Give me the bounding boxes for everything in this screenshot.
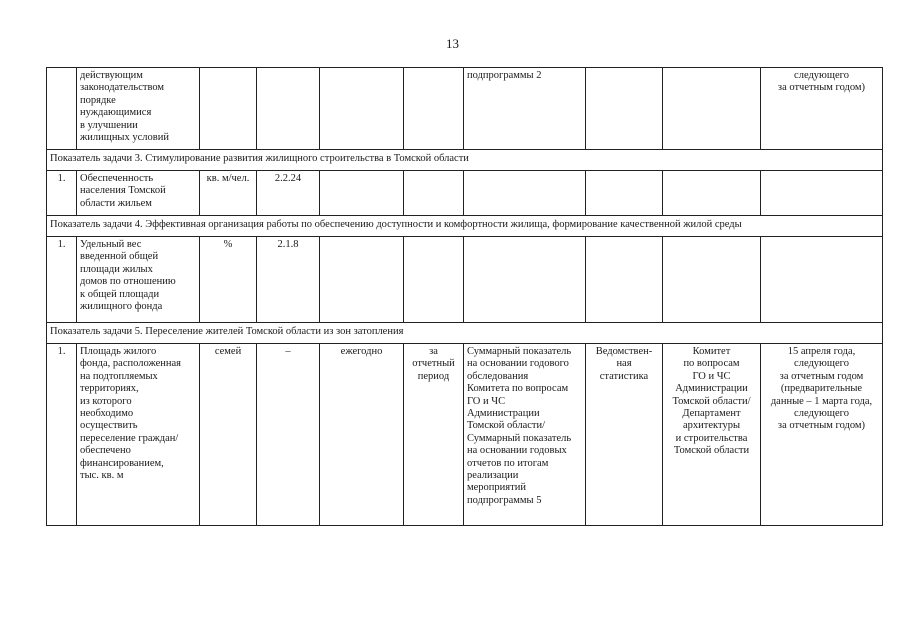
method-cell: подпрограммы 2 xyxy=(464,68,586,150)
row-number-cell: 1. xyxy=(47,237,77,323)
code-cell: – xyxy=(257,344,320,526)
unit-cell: семей xyxy=(200,344,257,526)
table-row xyxy=(47,237,883,323)
table-row xyxy=(47,171,883,216)
indicator-name-cell: действующим законодательством порядке нуждающимися в улучшении жилищных условий xyxy=(77,68,200,150)
method-cell: Суммарный показатель на основании годового обследования Комитета по вопросам ГО и ЧС Администрации Томской области/ Суммарный показатель на основании годовых отчетов по итогам реализации мероприятий подпрограммы 5 xyxy=(464,344,586,526)
indicator-name-cell: Удельный вес введенной общей площади жилых домов по отношению к общей площади жилищного фонда xyxy=(77,237,200,323)
indicator-name-cell: Площадь жилого фонда, расположенная на подтопляемых территориях, из которого необходимо осуществить переселение граждан/ обеспечено финансированием, тыс. кв. м xyxy=(77,344,200,526)
table-row xyxy=(47,68,883,150)
section-header-row xyxy=(47,150,883,171)
section-header-row xyxy=(47,216,883,237)
unit-cell: кв. м/чел. xyxy=(200,171,257,216)
source-type-cell: Ведомствен- ная статистика xyxy=(586,344,663,526)
indicators-table xyxy=(46,67,883,526)
section-4-title: Показатель задачи 4. Эффективная организация работы по обеспечению доступности и комфортности жилища, формирование качественной жилой среды xyxy=(47,216,883,237)
indicator-name-cell: Обеспеченность населения Томской области жильем xyxy=(77,171,200,216)
page-number: 13 xyxy=(446,36,459,51)
unit-cell: % xyxy=(200,237,257,323)
period-cell: за отчетный период xyxy=(404,344,464,526)
responsible-cell: Комитет по вопросам ГО и ЧС Администрации Томской области/ Департамент архитектуры и строительства Томской области xyxy=(663,344,761,526)
table-row xyxy=(47,344,883,526)
deadline-cell: следующего за отчетным годом) xyxy=(761,68,883,150)
deadline-cell: 15 апреля года, следующего за отчетным годом (предварительные данные – 1 марта года, следующего за отчетным годом) xyxy=(761,344,883,526)
section-header-row xyxy=(47,323,883,344)
code-cell: 2.2.24 xyxy=(257,171,320,216)
code-cell: 2.1.8 xyxy=(257,237,320,323)
frequency-cell: ежегодно xyxy=(320,344,404,526)
section-3-title: Показатель задачи 3. Стимулирование развития жилищного строительства в Томской области xyxy=(47,150,883,171)
row-number-cell: 1. xyxy=(47,171,77,216)
row-number-cell: 1. xyxy=(47,344,77,526)
section-5-title: Показатель задачи 5. Переселение жителей Томской области из зон затопления xyxy=(47,323,883,344)
